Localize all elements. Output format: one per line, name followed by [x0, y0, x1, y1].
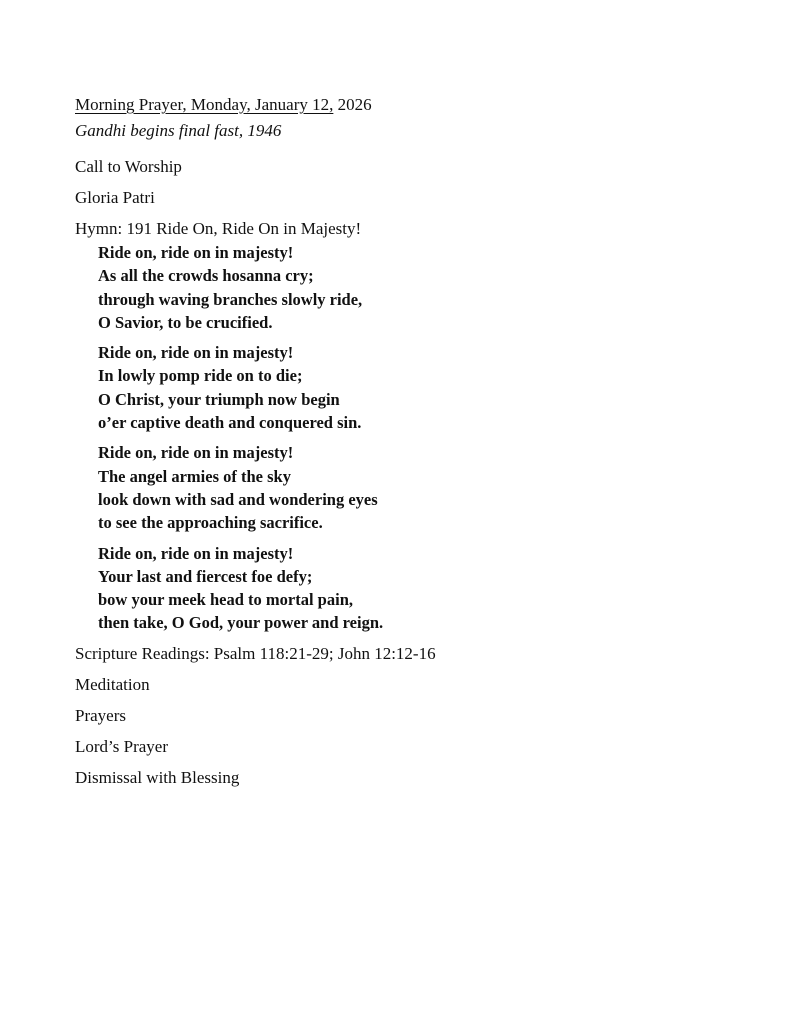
hymn-line: to see the approaching sacrifice. — [98, 513, 323, 533]
hymn-line: look down with sad and wondering eyes — [98, 489, 378, 509]
page-title — [75, 93, 735, 117]
gloria-patri: Gloria Patri — [75, 188, 155, 207]
hymn-line: O Savior, to be crucified. — [98, 312, 273, 332]
hymn-line: The angel armies of the sky — [98, 466, 291, 486]
hymn-stanza-4 — [98, 542, 735, 635]
hymn-stanza-1 — [98, 241, 735, 334]
document-page — [75, 93, 735, 790]
title-date: Morning Prayer, Monday, January 12, — [75, 95, 334, 114]
hymn-heading: Hymn: 191 Ride On, Ride On in Majesty! — [75, 219, 362, 238]
hymn-line: Ride on, ride on in majesty! — [98, 343, 294, 363]
hymn-line: O Christ, your triumph now begin — [98, 389, 340, 409]
page-subtitle: Gandhi begins final fast, 1946 — [75, 121, 282, 140]
call-to-worship: Call to Worship — [75, 157, 182, 176]
hymn-line: through waving branches slowly ride, — [98, 289, 363, 309]
scripture-readings: Scripture Readings: Psalm 118:21-29; John 12:12-16 — [75, 643, 436, 663]
hymn-line: In lowly pomp ride on to die; — [98, 366, 303, 386]
hymn-line: As all the crowds hosanna cry; — [98, 266, 314, 286]
hymn-line: Ride on, ride on in majesty! — [98, 243, 294, 262]
meditation: Meditation — [75, 674, 150, 694]
hymn-line: Ride on, ride on in majesty! — [98, 443, 294, 463]
hymn-line: bow your meek head to mortal pain, — [98, 590, 353, 610]
dismissal-with-blessing: Dismissal with Blessing — [75, 767, 240, 787]
hymn-line: Your last and fiercest foe defy; — [98, 566, 313, 586]
hymn-line: o’er captive death and conquered sin. — [98, 413, 362, 433]
hymn-stanza-2 — [98, 341, 735, 434]
hymn-line: then take, O God, your power and reign. — [98, 613, 384, 633]
prayers: Prayers — [75, 705, 126, 725]
title-year: 2026 — [333, 95, 372, 114]
hymn-stanza-3 — [98, 441, 735, 534]
hymn-line: Ride on, ride on in majesty! — [98, 543, 294, 563]
hymn-text — [98, 241, 735, 635]
lords-prayer: Lord’s Prayer — [75, 736, 169, 756]
